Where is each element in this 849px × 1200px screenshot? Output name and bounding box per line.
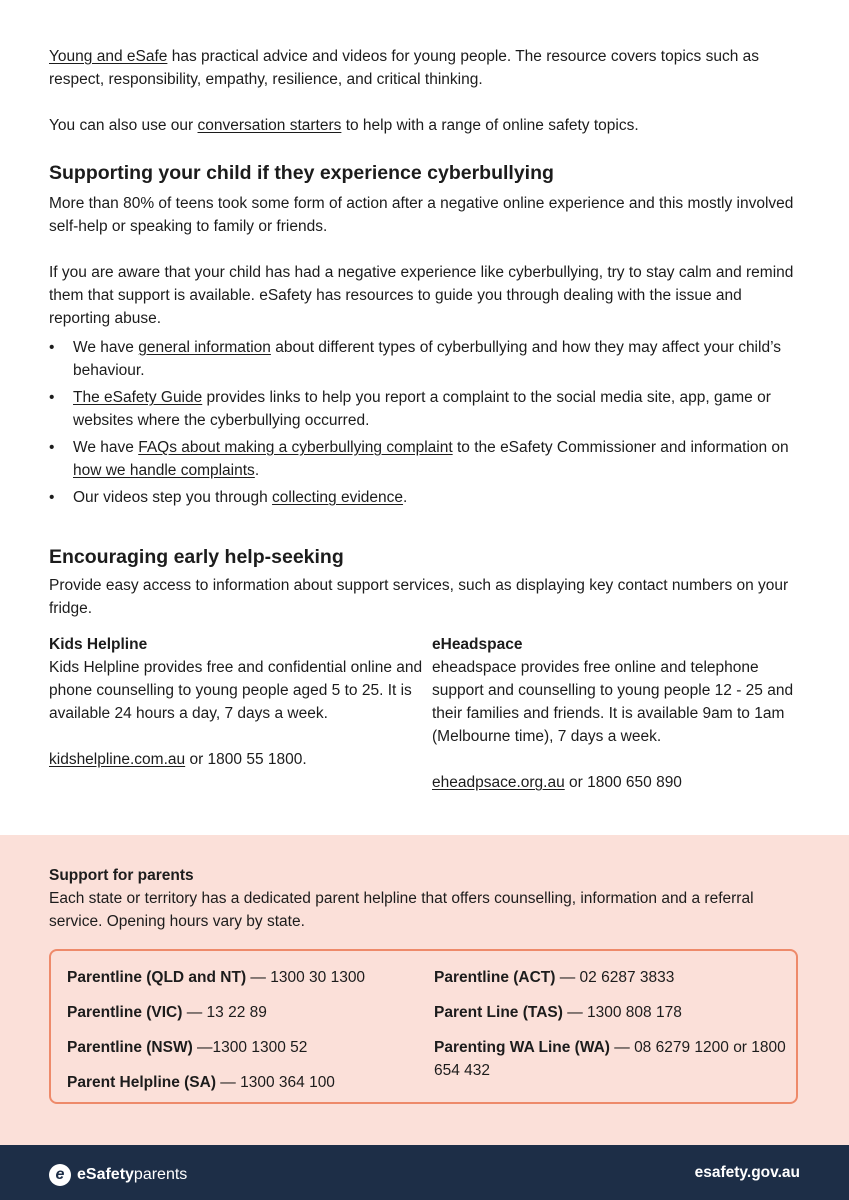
logo-text xyxy=(77,1163,187,1186)
list-item xyxy=(49,386,801,432)
helpline-name: Parenting WA Line (WA) xyxy=(434,1039,610,1056)
help-seeking-heading: Encouraging early help-seeking xyxy=(49,546,344,568)
helpline-entry xyxy=(434,1001,786,1024)
young-and-esafe-link[interactable]: Young and eSafe xyxy=(49,48,168,65)
main-content xyxy=(49,45,801,794)
kids-helpline-contact xyxy=(49,748,432,771)
kidshelpline-link[interactable]: kidshelpline.com.au xyxy=(49,751,186,768)
helpline-number: — 02 6287 3833 xyxy=(555,969,675,986)
cyberbullying-heading: Supporting your child if they experience cyberbullying xyxy=(49,162,554,184)
helpline-entry xyxy=(67,1071,427,1094)
helpline-number: —1300 1300 52 xyxy=(192,1039,308,1056)
parent-helplines-right xyxy=(434,966,786,1094)
list-item xyxy=(49,436,801,482)
helpline-name: Parentline (ACT) xyxy=(434,969,556,986)
parent-helplines-left xyxy=(67,966,427,1106)
support-for-parents-section xyxy=(0,835,849,1145)
eheadspace-title: eHeadspace xyxy=(432,636,523,653)
helpline-name: Parentline (NSW) xyxy=(67,1039,193,1056)
conversation-post: to help with a range of online safety topics. xyxy=(341,117,639,134)
intro-text: has practical advice and videos for young people. The resource covers topics such as respect, responsibility, empathy, resilience, and critical thinking. xyxy=(49,48,760,88)
b4-post: . xyxy=(403,489,408,506)
kids-helpline-text: Kids Helpline provides free and confidential online and phone counselling to young people aged 5 to 25. It is available 24 hours a day, 7 days a week. xyxy=(49,659,423,722)
intro-paragraph xyxy=(49,45,801,91)
b3-mid: to the eSafety Commissioner and information on xyxy=(452,439,789,456)
parents-intro xyxy=(49,864,801,933)
cyberbullying-paragraph-1: More than 80% of teens took some form of action after a negative online experience and this mostly involved self-help or speaking to family or friends. xyxy=(49,195,794,235)
b2-post: provides links to help you report a complaint to the social media site, app, game or websites where the cyberbullying occurred. xyxy=(73,389,771,429)
parents-title: Support for parents xyxy=(49,867,194,884)
helpline-columns xyxy=(49,633,801,794)
eheadspace-text: eheadspace provides free online and telephone support and counselling to young people 12 - 25 and their families and friends. It is available 9am to 1am (Melbourne time), 7 days a week. xyxy=(432,659,794,745)
faqs-complaint-link[interactable]: FAQs about making a cyberbullying complaint xyxy=(138,439,453,456)
helpline-number: — 13 22 89 xyxy=(182,1004,267,1021)
general-information-link[interactable]: general information xyxy=(138,339,271,356)
cyberbullying-paragraph-2: If you are aware that your child has had a negative experience like cyberbullying, try to stay calm and remind them that support is available. eSafety has resources to guide you through dealing with the issue and reporting abuse. xyxy=(49,264,794,327)
eheadspace-column xyxy=(432,633,801,794)
helpline-number: — 1300 364 100 xyxy=(216,1074,335,1091)
esafety-logo-icon: e xyxy=(49,1164,71,1186)
helpline-entry xyxy=(67,966,427,989)
esafety-guide-link[interactable]: The eSafety Guide xyxy=(73,389,203,406)
helpline-number: — 08 6279 1200 or 1800 654 432 xyxy=(434,1039,786,1079)
helpline-name: Parentline (VIC) xyxy=(67,1004,183,1021)
helpline-entry xyxy=(67,1001,427,1024)
helpline-entry xyxy=(67,1036,427,1059)
b3-post: . xyxy=(254,462,260,479)
list-item xyxy=(49,336,801,382)
b1-pre: We have xyxy=(73,339,139,356)
handle-complaints-link[interactable]: how we handle complaints xyxy=(73,462,255,479)
footer-bar xyxy=(0,1145,849,1200)
b1-post: about different types of cyberbullying and how they may affect your child’s behaviour. xyxy=(73,339,781,379)
collecting-evidence-link[interactable]: collecting evidence xyxy=(272,489,404,506)
conversation-paragraph xyxy=(49,114,801,137)
list-item xyxy=(49,486,801,509)
helpline-name: Parentline (QLD and NT) xyxy=(67,969,247,986)
helpline-number: — 1300 30 1300 xyxy=(246,969,366,986)
eheadspace-phone: or 1800 650 890 xyxy=(564,774,682,791)
helpline-name: Parent Line (TAS) xyxy=(434,1004,563,1021)
help-seeking-intro: Provide easy access to information about support services, such as displaying key contact numbers on your fridge. xyxy=(49,577,789,617)
helpline-number: — 1300 808 178 xyxy=(562,1004,682,1021)
logo-light: parents xyxy=(133,1166,188,1183)
helpline-entry xyxy=(434,1036,786,1082)
eheadspace-contact xyxy=(432,771,801,794)
parents-text: Each state or territory has a dedicated parent helpline that offers counselling, information and a referral service. Opening hours vary by state. xyxy=(49,890,754,930)
kids-helpline-title: Kids Helpline xyxy=(49,636,148,653)
kids-helpline-phone: or 1800 55 1800. xyxy=(185,751,307,768)
helpline-name: Parent Helpline (SA) xyxy=(67,1074,216,1091)
b4-pre: Our videos step you through xyxy=(73,489,273,506)
helpline-entry xyxy=(434,966,786,989)
conversation-starters-link[interactable]: conversation starters xyxy=(197,117,342,134)
eheadspace-link[interactable]: eheadpsace.org.au xyxy=(432,774,565,791)
logo-bold: eSafety xyxy=(77,1166,134,1183)
conversation-pre: You can also use our xyxy=(49,117,198,134)
esafety-parents-logo xyxy=(49,1163,187,1186)
footer-url[interactable]: esafety.gov.au xyxy=(694,1164,800,1181)
resource-list xyxy=(49,336,801,509)
kids-helpline-column xyxy=(49,633,432,794)
parent-helplines-box xyxy=(49,949,798,1104)
b3-pre: We have xyxy=(73,439,139,456)
